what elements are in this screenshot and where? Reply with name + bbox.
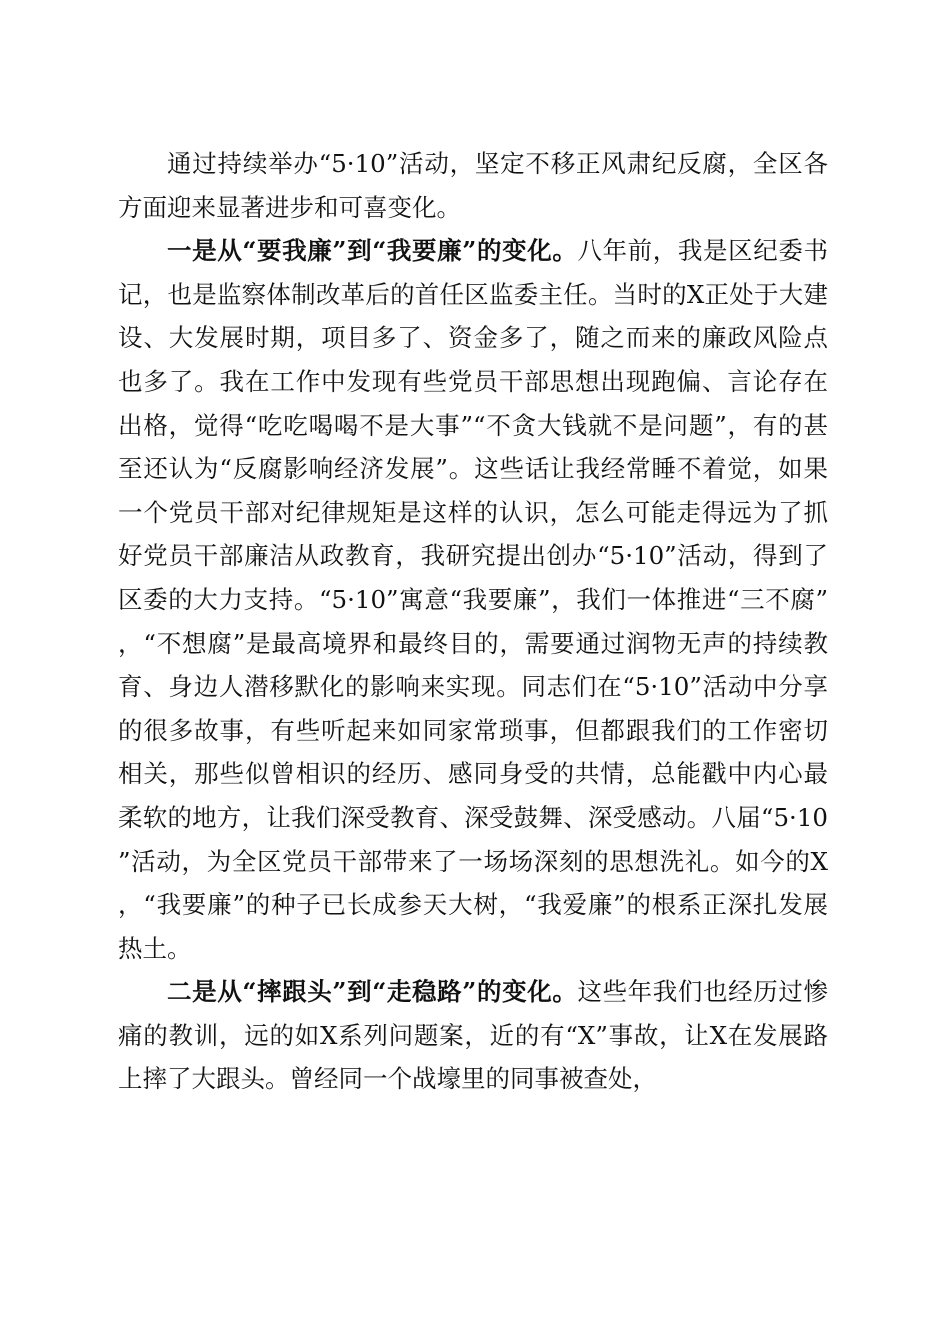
paragraph-lead: 二是从“摔跟头”到“走稳路”的变化。 (167, 977, 578, 1007)
paragraph-text: 八年前，我是区纪委书记，也是监察体制改革后的首任区监委主任。当时的X正处于大建设、大发展时期，项目多了、资金多了，随之而来的廉政风险点也多了。我在工作中发现有些党员干部思想出现跑偏、言论存在出格，觉得“吃吃喝喝不是大事”“不贪大钱就不是问题”，有的甚至还认为“反腐影响经济发展”。这些话让我经常睡不着觉，如果一个党员干部对纪律规矩是这样的认识，怎么可能走得远为了抓好党员干部廉洁从政教育，我研究提出创办“5·10”活动，得到了区委的大力支持。“5·10”寓意“我要廉”，我们一体推进“三不腐”，“不想腐”是最高境界和最终目的，需要通过润物无声的持续教育、身边人潜移默化的影响来实现。同志们在“5·10”活动中分享的很多故事，有些听起来如同家常琐事，但都跟我们的工作密切相关，那些似曾相识的经历、感同身受的共情，总能戳中内心最柔软的地方，让我们深受教育、深受鼓舞、深受感动。八届“5·10”活动，为全区党员干部带来了一场场深刻的思想洗礼。如今的X，“我要廉”的种子已长成参天大树，“我爱廉”的根系正深扎发展热土。 (118, 236, 828, 963)
paragraph-first-change (118, 229, 828, 970)
paragraph-text: 通过持续举办“5·10”活动，坚定不移正风肃纪反腐，全区各方面迎来显著进步和可喜变化。 (118, 149, 828, 222)
document-page (118, 142, 828, 1101)
paragraph-intro (118, 142, 828, 229)
paragraph-text: 这些年我们也经历过惨痛的教训，远的如X系列问题案，近的有“X”事故，让X在发展路上摔了大跟头。曾经同一个战壕里的同事被查处， (118, 977, 828, 1094)
paragraph-lead: 一是从“要我廉”到“我要廉”的变化。 (167, 236, 578, 266)
paragraph-second-change (118, 970, 828, 1101)
